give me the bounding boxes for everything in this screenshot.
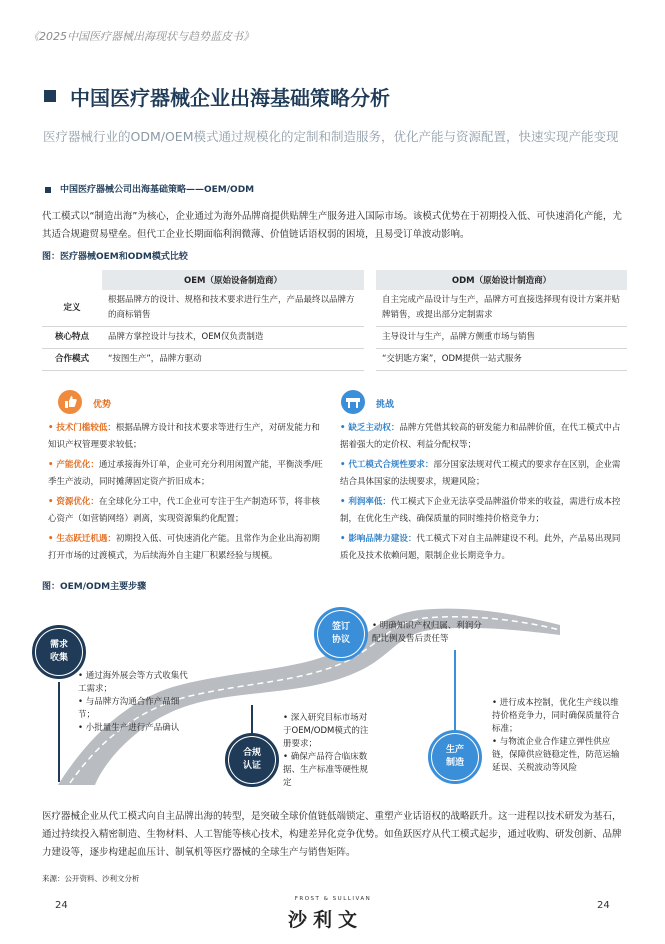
oem-cell: 品牌方掌控设计与技术，OEM仅负责制造: [102, 327, 364, 349]
figure2-caption: 图：OEM/ODM主要步骤: [42, 582, 147, 592]
list-item: • 生态跃迁机遇：初期投入低、可快速消化产能。且常作为企业出海初期打开市场的过渡模式，为后续海外自主建厂积累经验与规模。: [48, 534, 320, 561]
intro-paragraph: 代工模式以“制造出海”为核心，企业通过为海外品牌商提供贴牌生产服务进入国际市场。该模式优势在于初期投入低、可快速消化产能，尤其适合规避贸易壁垒。但代工企业长期面临利润微薄、价值链话语权弱的困境，且易受订单波动影响。: [42, 211, 622, 240]
oem-cell: 根据品牌方的设计、规格和技术要求进行生产，产品最终以品牌方的商标销售: [102, 290, 364, 327]
row-label: 合作模式: [42, 349, 102, 371]
odm-cell: 自主完成产品设计与生产，品牌方可直接选择现有设计方案并贴牌销售，或提出部分定制需求: [376, 290, 627, 327]
advantages-list: [48, 420, 326, 568]
step-compliance-stem: [251, 705, 253, 735]
list-item: • 影响品牌力建设：代工模式下对自主品牌建设不利。此外，产品易出现同质化及技术依赖问题，限制企业长期竞争力。: [340, 534, 621, 561]
odm-cell: “交钥匙方案”，ODM提供一站式服务: [376, 349, 627, 371]
report-header: 《2025中国医疗器械出海现状与趋势蓝皮书》: [28, 30, 254, 43]
comparison-table: [42, 270, 627, 371]
page-number-left: 24: [55, 900, 68, 911]
advantages-label: 优势: [93, 400, 112, 410]
list-item: • 利润率低：代工模式下企业无法享受品牌溢价带来的收益，需进行成本控制，在优化生产线、确保质量的同时维持价格竞争力；: [340, 497, 621, 524]
oem-cell: “按图生产”，品牌方驱动: [102, 349, 364, 371]
page-number-right: 24: [597, 900, 610, 911]
table-row: [42, 349, 627, 371]
step-production-stem: [454, 650, 456, 732]
challenges-list: [340, 420, 625, 568]
step-demand-badge: 需求 收集: [36, 629, 82, 675]
list-item: • 缺乏主动权：品牌方凭借其较高的研发能力和品牌价值，在代工模式中占据着强大的定价权、利益分配权等；: [340, 423, 621, 450]
step-production-text: • 进行成本控制，优化生产线以维持价格竞争力，同时确保质量符合标准； • 与物流企业合作建立弹性供应链，保障供应链稳定性，防范运输延误、关税波动等风险: [492, 698, 620, 773]
table-corner: [42, 270, 102, 290]
frost-sullivan-wordmark: FROST & SULLIVAN: [294, 896, 372, 902]
thumbs-up-icon: [58, 390, 82, 414]
table-row: [42, 327, 627, 349]
row-label: 定义: [42, 290, 102, 327]
step-compliance-text: • 深入研究目标市场对于OEM/ODM模式的注册要求； • 确保产品符合临床数据、生产标准等硬性规定: [283, 713, 369, 788]
row-label: 核心特点: [42, 327, 102, 349]
table-header-oem: OEM（原始设备制造商）: [102, 270, 364, 290]
barrier-icon: [341, 390, 365, 414]
shaliwen-logo: 沙利文: [288, 909, 364, 931]
page-subtitle: 医疗器械行业的ODM/OEM模式通过规模化的定制和制造服务，优化产能与资源配置，快速实现产能变现: [43, 129, 619, 144]
step-production-badge: 生产 制造: [432, 734, 478, 780]
list-item: • 代工模式合规性要求：部分国家法规对代工模式的要求存在区别，企业需结合具体国家的法规要求，规避风险；: [340, 460, 621, 487]
source-note: 来源：公开资料、沙利文分析: [42, 874, 140, 883]
table-row: [42, 290, 627, 327]
step-agreement-text: • 明确知识产权归属、利润分配比例及售后责任等: [372, 621, 482, 644]
section-heading: 中国医疗器械公司出海基础策略——OEM/ODM: [60, 185, 255, 195]
step-agreement-badge: 签订 协议: [318, 611, 364, 657]
list-item: • 产能优化：通过承接海外订单，企业可充分利用闲置产能，平衡淡季/旺季生产波动，同时摊薄固定资产折旧成本；: [48, 460, 323, 487]
step-demand-text: • 通过海外展会等方式收集代工需求； • 与品牌方沟通合作产品细节； • 小批量生产进行产品确认: [78, 671, 188, 733]
conclusion-paragraph: 医疗器械企业从代工模式向自主品牌出海的转型，是突破全球价值链低端锁定、重塑产业话语权的战略跃升。这一进程以技术研发为基石，通过持续投入精密制造、生物材料、人工智能等核心技术，构建差异化竞争优势。如鱼跃医疗从代工模式起步，通过收购、研发创新、品牌力建设等，逐步构建起血压计、制氧机等医疗器械的全球生产与销售矩阵。: [42, 811, 622, 858]
challenges-label: 挑战: [376, 400, 395, 410]
odm-cell: 主导设计与生产，品牌方侧重市场与销售: [376, 327, 627, 349]
table-gap: [364, 270, 376, 290]
title-marker: [44, 90, 56, 102]
page-title: 中国医疗器械企业出海基础策略分析: [70, 86, 390, 110]
step-demand-stem: [58, 682, 60, 782]
step-compliance-badge: 合规 认证: [229, 737, 275, 783]
list-item: • 资源优化：在全球化分工中，代工企业可专注于生产制造环节，将非核心资产（如营销网络）剥离，实现资源集约化配置；: [48, 497, 320, 524]
figure1-caption: 图：医疗器械OEM和ODM模式比较: [42, 252, 188, 262]
table-header-odm: ODM（原始设计制造商）: [376, 270, 627, 290]
section-marker: [45, 187, 51, 193]
list-item: • 技术门槛较低：根据品牌方设计和技术要求等进行生产，对研发能力和知识产权管理要求较低；: [48, 423, 320, 450]
